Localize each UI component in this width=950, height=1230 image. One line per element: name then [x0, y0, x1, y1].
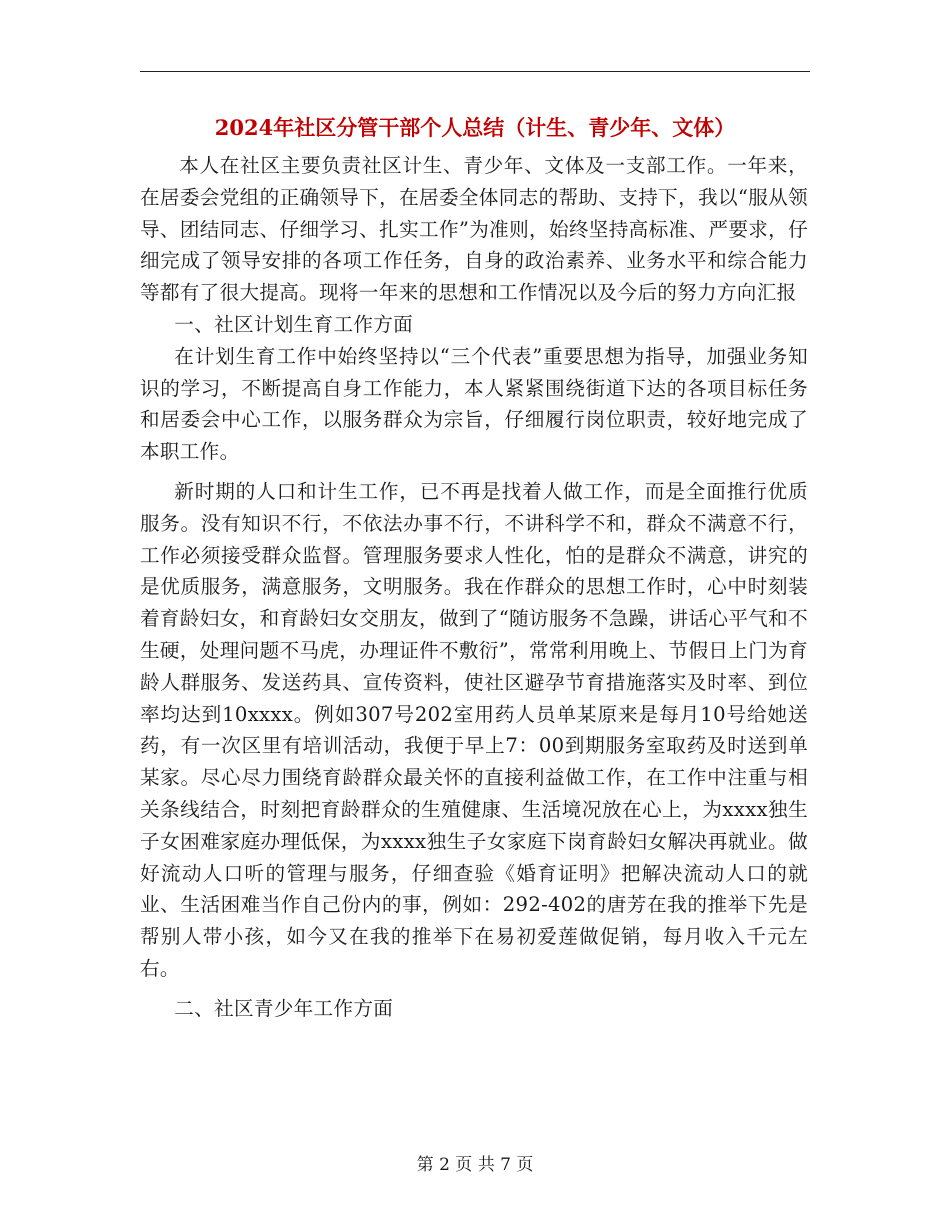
document-title: 2024年社区分管干部个人总结（计生、青少年、文体）: [214, 115, 736, 140]
section-heading-family-planning: 一、社区计划生育工作方面: [174, 312, 414, 336]
section-heading-youth-work: 二、社区青少年工作方面: [174, 996, 394, 1020]
paragraph-intro: 本人在社区主要负责社区计生、青少年、文体及一支部工作。一年来，在居委会党组的正确领导下，在居委全体同志的帮助、支持下，我以“服从领导、团结同志、仔细学习、扎实工作”为准则，始终坚持高标准、严要求，仔细完成了领导安排的各项工作任务，自身的政治素养、业务水平和综合能力等都有了很大提高。现将一年来的思想和工作情况以及今后的努力方向汇报: [140, 154, 808, 305]
header-rule: [140, 71, 810, 72]
paragraph-family-planning-overview: 在计划生育工作中始终坚持以“三个代表”重要思想为指导，加强业务知识的学习，不断提高自身工作能力，本人紧紧围绕街道下达的各项目标任务和居委会中心工作，以服务群众为宗旨，仔细履行岗位职责，较好地完成了本职工作。: [140, 344, 808, 464]
page-number: 第 2 页 共 7 页: [416, 1155, 534, 1175]
paragraph-family-planning-service: 新时期的人口和计生工作，已不再是找着人做工作，而是全面推行优质服务。没有知识不行，不依法办事不行，不讲科学不和，群众不满意不行，工作必须接受群众监督。管理服务要求人性化，怕的是群众不满意，讲究的是优质服务，满意服务，文明服务。我在作群众的思想工作时，心中时刻装着育龄妇女，和育龄妇女交朋友，做到了“随访服务不急躁，讲话心平气和不生硬，处理问题不马虎，办理证件不敷衍”，常常利用晚上、节假日上门为育龄人群服务、发送药具、宣传资料，使社区避孕节育措施落实及时率、到位率均达到10xxxx。例如307号202室用药人员单某原来是每月10号给她送药，有一次区里有培训活动，我便于早上7：00到期服务室取药及时送到单某家。尽心尽力围绕育龄群众最关怀的直接利益做工作，在工作中注重与相关条线结合，时刻把育龄群众的生殖健康、生活境况放在心上，为xxxx独生子女困难家庭办理低保，为xxxx独生子女家庭下岗育龄妇女解决再就业。做好流动人口听的管理与服务，仔细查验《婚育证明》把解决流动人口的就业、生活困难当作自己份内的事，例如：292-402的唐芳在我的推举下先是帮别人带小孩，如今又在我的推举下在易初爱莲做促销，每月收入千元左右。: [140, 479, 808, 980]
document-body: [140, 150, 808, 1025]
